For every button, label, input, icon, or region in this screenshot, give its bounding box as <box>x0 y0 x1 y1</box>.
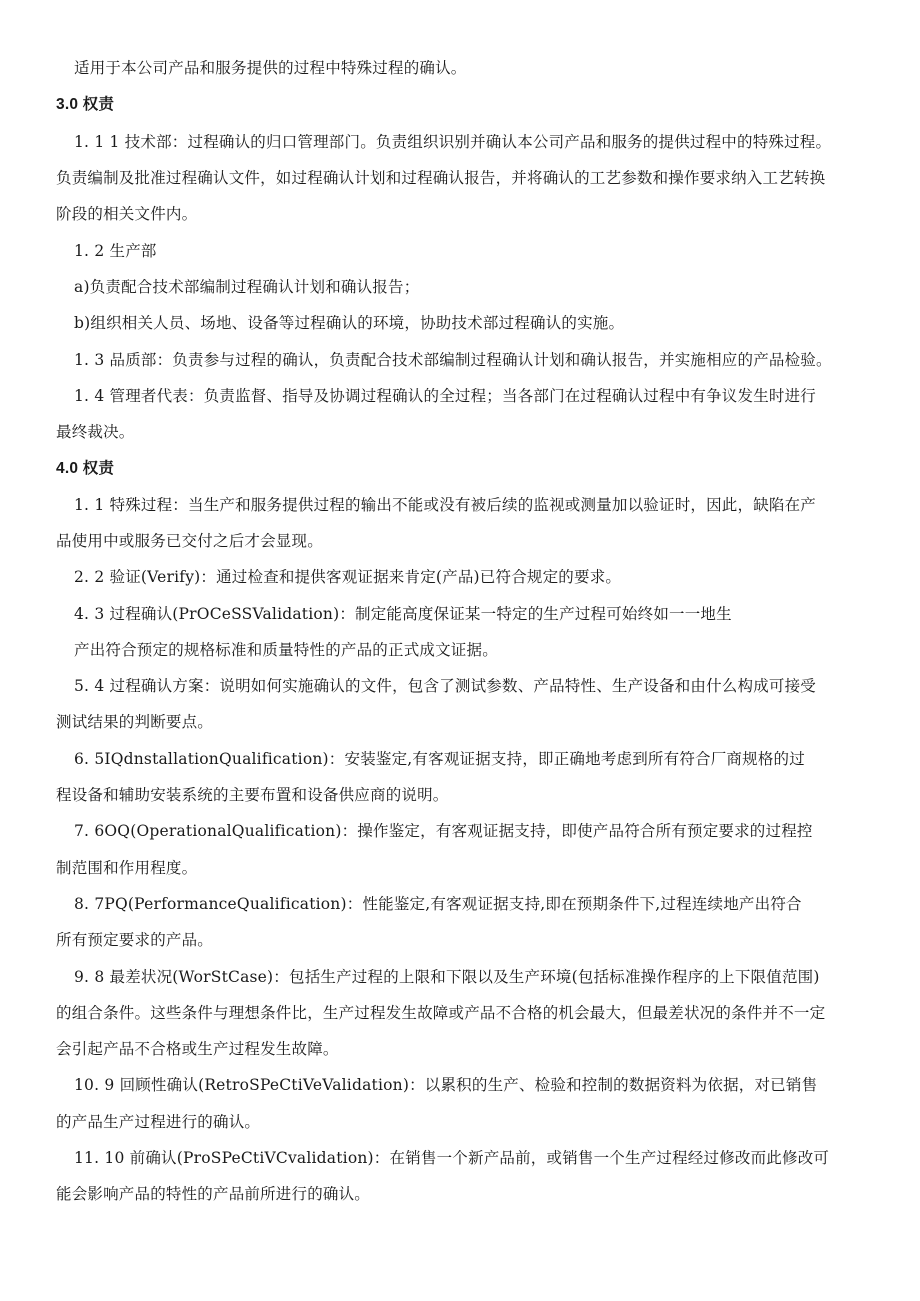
def-9-line-2: 的产品生产过程进行的确认。 <box>56 1113 261 1131</box>
production-dept-title: 1. 2 生产部 <box>74 242 157 260</box>
def-1-line-1: 1. 1 特殊过程：当生产和服务提供过程的输出不能或没有被后续的监视或测量加以验证时，因此，缺陷在产 <box>74 496 817 514</box>
section-3-heading: 3.0 权责 <box>56 96 115 113</box>
mgmt-rep-line-1: 1. 4 管理者代表：负责监督、指导及协调过程确认的全过程；当各部门在过程确认过程中有争议发生时进行 <box>74 387 817 405</box>
mgmt-rep-line-2: 最终裁决。 <box>56 423 135 441</box>
def-8-line-3: 会引起产品不合格或生产过程发生故障。 <box>56 1040 339 1058</box>
tech-dept-line-1: 1. 1 1 技术部：过程确认的归口管理部门。负责组织识别并确认本公司产品和服务的提供过程中的特殊过程。 <box>74 133 832 151</box>
def-5-line-1: 6. 5IQdnstallationQualification)：安装鉴定,有客观证据支持，即正确地考虑到所有符合厂商规格的过 <box>74 750 805 768</box>
production-dept-item-b: b)组织相关人员、场地、设备等过程确认的环境，协助技术部过程确认的实施。 <box>74 314 625 332</box>
def-8-line-2: 的组合条件。这些条件与理想条件比，生产过程发生故障或产品不合格的机会最大，但最差状况的条件并不一定 <box>56 1004 826 1022</box>
def-1-line-2: 品使用中或服务已交付之后才会显现。 <box>56 532 323 550</box>
def-8-line-1: 9. 8 最差状况(WorStCase)：包括生产过程的上限和下限以及生产环境(包括标准操作程序的上下限值范围) <box>74 968 820 986</box>
def-4-line-2: 测试结果的判断要点。 <box>56 713 214 731</box>
section-4-heading: 4.0 权责 <box>56 460 115 477</box>
quality-dept-line: 1. 3 品质部：负责参与过程的确认，负责配合技术部编制过程确认计划和确认报告，并实施相应的产品检验。 <box>74 351 832 369</box>
def-6-line-2: 制范围和作用程度。 <box>56 859 198 877</box>
def-3-line-1: 4. 3 过程确认(PrOCeSSValidation)：制定能高度保证某一特定的生产过程可始终如一一地生 <box>74 605 732 623</box>
scope-text: 适用于本公司产品和服务提供的过程中特殊过程的确认。 <box>74 59 467 77</box>
production-dept-item-a: a)负责配合技术部编制过程确认计划和确认报告； <box>74 278 420 296</box>
def-4-line-1: 5. 4 过程确认方案：说明如何实施确认的文件，包含了测试参数、产品特性、生产设备和由什么构成可接受 <box>74 677 817 695</box>
tech-dept-line-3: 阶段的相关文件内。 <box>56 205 198 223</box>
def-9-line-1: 10. 9 回顾性确认(RetroSPeCtiVeValidation)：以累积的生产、检验和控制的数据资料为依据，对已销售 <box>74 1076 818 1094</box>
def-7-line-1: 8. 7PQ(PerformanceQualification)：性能鉴定,有客观证据支持,即在预期条件下,过程连续地产出符合 <box>74 895 802 913</box>
def-10-line-1: 11. 10 前确认(ProSPeCtiVCvalidation)：在销售一个新产品前，或销售一个生产过程经过修改而此修改可 <box>74 1149 830 1167</box>
def-10-line-2: 能会影响产品的特性的产品前所进行的确认。 <box>56 1185 371 1203</box>
def-5-line-2: 程设备和辅助安装系统的主要布置和设备供应商的说明。 <box>56 786 449 804</box>
def-7-line-2: 所有预定要求的产品。 <box>56 931 214 949</box>
def-3-line-2: 产出符合预定的规格标准和质量特性的产品的正式成文证据。 <box>74 641 498 659</box>
def-6-line-1: 7. 6OQ(OperationalQualification)：操作鉴定，有客观证据支持，即使产品符合所有预定要求的过程控 <box>74 822 813 840</box>
tech-dept-line-2: 负责编制及批准过程确认文件，如过程确认计划和过程确认报告，并将确认的工艺参数和操作要求纳入工艺转换 <box>56 169 826 187</box>
def-2-line-1: 2. 2 验证(Verify)：通过检查和提供客观证据来肯定(产品)已符合规定的要求。 <box>74 568 622 586</box>
